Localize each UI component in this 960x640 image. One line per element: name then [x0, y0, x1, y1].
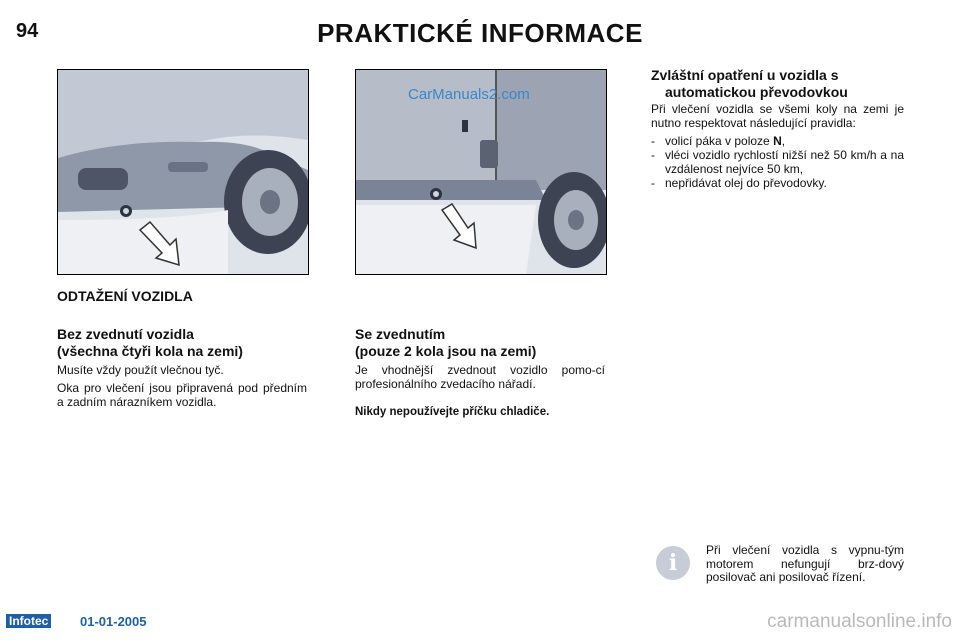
front-tow-hook-figure [57, 69, 309, 275]
right-heading-line1: Zvláštní opatření u vozidla s [651, 67, 839, 83]
right-column-body [651, 102, 904, 190]
info-note-text: Při vlečení vozidla s vypnu-tým motorem nefungují brz-dový posilovač ani posilovač řízení. [706, 543, 904, 584]
gear-position-value: N [773, 134, 782, 148]
middle-heading-line2: (pouze 2 kola jsou na zemi) [355, 343, 537, 359]
left-paragraph-2: Oka pro vlečení jsou připravená pod předním a zadním nárazníkem vozidla. [57, 381, 307, 409]
right-column-heading [651, 67, 911, 101]
info-icon: i [656, 546, 690, 580]
page-title: PRAKTICKÉ INFORMACE [317, 18, 643, 48]
automatic-gearbox-rules [651, 134, 904, 190]
middle-heading-line1: Se zvednutím [355, 326, 446, 342]
footer-date: 01-01-2005 [80, 614, 147, 629]
list-item: - vléci vozidlo rychlostí nižší než 50 km/h a na vzdálenost nejvíce 50 km, [651, 148, 904, 176]
watermark-text: CarManuals2.com [408, 86, 530, 103]
list-item-1-suffix: , [781, 134, 786, 148]
middle-paragraph-1: Je vhodnější zvednout vozidlo pomo-cí profesionálního zvedacího nářadí. [355, 363, 605, 391]
left-paragraph-1: Musíte vždy použít vlečnou tyč. [57, 363, 224, 377]
rear-tow-hook-figure [355, 69, 607, 275]
right-heading-line2: automatickou převodovkou [665, 84, 848, 100]
list-item [651, 134, 904, 148]
left-column-body [57, 363, 307, 413]
list-item-1-prefix: volicí páka v poloze [665, 134, 774, 148]
footer-watermark: carmanualsonline.info [767, 611, 952, 632]
left-heading-line2: (všechna čtyři kola na zemi) [57, 343, 243, 359]
middle-column-body [355, 363, 605, 395]
middle-column-heading [355, 326, 615, 360]
page-number: 94 [16, 20, 39, 42]
list-item: - nepřidávat olej do převodovky. [651, 176, 904, 190]
radiator-warning: Nikdy nepoužívejte příčku chladiče. [355, 406, 550, 418]
front-tow-hook-illustration [58, 70, 308, 274]
right-intro: Při vlečení vozidla se všemi koly na zemi je nutno respektovat následující pravidla: [651, 102, 904, 130]
section-heading: ODTAŽENÍ VOZIDLA [57, 288, 193, 304]
left-column-heading [57, 326, 317, 360]
infotec-logo: Infotec [6, 614, 51, 628]
left-heading-line1: Bez zvednutí vozidla [57, 326, 194, 342]
